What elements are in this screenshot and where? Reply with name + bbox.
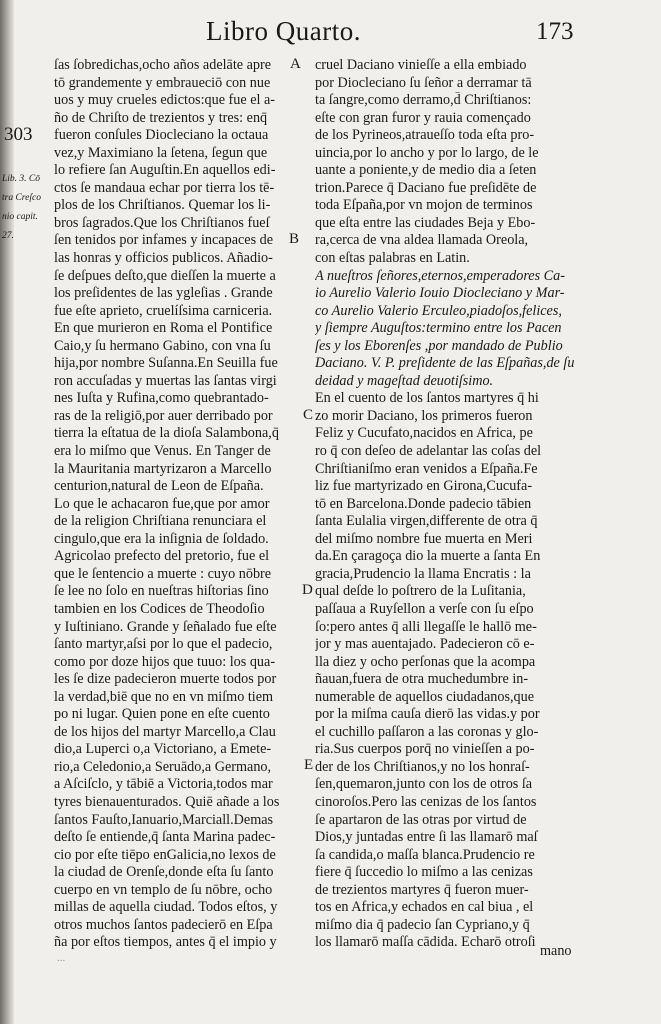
text-line: ras de la religiō,por auer derribado por (54, 407, 273, 424)
text-line: ño de Chriſto de trezientos y tres: enq̄ (54, 109, 268, 126)
text-line: de la religion Chriſtiana renunciara el (54, 513, 267, 530)
text-line: ſe apartaron de las otras por virtud de (315, 811, 527, 828)
text-line: En que murieron en Roma el Pontifice (54, 320, 273, 337)
text-line: era lo miſmo que Venus. En Tanger de (54, 443, 271, 460)
text-line: ſanto martyr,aſsi por lo que el padecio, (54, 636, 273, 653)
text-line: que eſta entre las ciudades Beja y Ebo- (315, 214, 536, 231)
text-line: toda Eſpaña,por vn mojon de terminos (315, 197, 533, 214)
text-line: de los Pyrineos,atraueſſo toda eſta pro- (315, 127, 535, 144)
margin-note-line: tra Creſco (2, 193, 41, 203)
text-line: que le ſentencio a muerte : cuyo nōbre (54, 565, 272, 582)
text-line: miſmo dia q̄ padecio ſan Cypriano,y q̄ (315, 916, 530, 933)
text-line: bros ſagrados.Que los Chriſtianos fueſ (54, 214, 270, 231)
text-line: ñauan,fuera de otra muchedumbre in- (315, 671, 529, 688)
text-line: lo refiere ſan Auguſtin.En aquellos edi- (54, 162, 276, 179)
text-line: hija,por nombre Suſanna.En Seuilla fue (54, 355, 278, 372)
text-line: cinoroſos.Pero las cenizas de los ſantos (315, 793, 537, 810)
inscription-line: y ſiempre Auguſtos:termino entre los Pacen (315, 320, 562, 337)
margin-note (2, 170, 42, 246)
text-line: ra,cerca de vna aldea llamada Oreola, (315, 232, 529, 249)
text-line: uincia,por lo ancho y por lo largo, de le (315, 144, 539, 161)
text-line: uante a poniente,y de medio dia a ſeten (315, 162, 537, 179)
text-line: la verdad,biē que no en vn miſmo tiem (54, 688, 274, 705)
catchword: mano (540, 943, 572, 959)
text-line: ſe lee no ſolo en nueſtras hiſtorias ſino (54, 583, 269, 600)
text-line: ron accuſadas y muertas las ſantas virgi (54, 372, 277, 389)
text-line: cuerpo en vn templo de ſu nōbre, ocho (54, 881, 273, 898)
section-letter-b: B (289, 231, 300, 247)
text-line: ſanta Eulalia virgen,differente de otra q̄ (315, 513, 538, 530)
text-line: Dios,y juntadas entre ſi las llamarō maſ (315, 829, 538, 846)
text-line: Lo que le achacaron fue,que por amor (54, 495, 270, 512)
right-text-column (315, 57, 577, 952)
text-line: ſe deſpues deſto,que dieſſen la muerte a (54, 267, 276, 284)
text-line: liz fue martyrizado en Girona,Cucufa- (315, 478, 533, 495)
footer-mark: ... (57, 952, 66, 964)
text-line: tierra la eſtatua de la dioſa Salambona,q̄ (54, 425, 279, 442)
margin-note-line: 27. (2, 231, 14, 241)
text-line: Agricolao prefecto del pretorio, fue el (54, 548, 270, 565)
text-line: de los hijos del martyr Marcello,a Clau (54, 723, 276, 740)
text-line: po ni lugar. Quien pone en eſte cuento (54, 706, 270, 723)
text-line: ña por eſtos tiempos, antes q̄ el impio y (54, 934, 277, 951)
text-line: y Iuſtiniano. Grande y ſeñalado fue eſte (54, 618, 277, 635)
text-line: uos y muy crueles edictos:que fue el a- (54, 92, 276, 109)
inscription-line: Daciano. V. P. preſidente de las Eſpañas,de ſu (315, 355, 575, 372)
inscription-line: io Aurelio Valerio Iouio Diocleciano y Mar- (315, 285, 565, 302)
text-line: ta ſangre,como derramo,d̄ Chriſtianos: (315, 92, 532, 109)
text-line: zo morir Daciano, los primeros fueron (315, 407, 533, 424)
text-line: cio por eſte tiēpo enGalicia,no lexos de (54, 846, 276, 863)
text-line: Caio,y ſu hermano Gabino, con vna ſu (54, 337, 271, 354)
text-line: der de los Chriſtianos,y no los honraſ- (315, 758, 530, 775)
text-line: la ciudad de Orenſe,donde eſta ſu ſanto (54, 864, 274, 881)
page-title: Libro Quarto. (206, 16, 361, 46)
text-line: Feliz y Cucufato,nacidos en Africa, pe (315, 425, 533, 442)
text-line: numerable de aquellos ciudadanos,que (315, 688, 535, 705)
text-line: como por doze hijos que tuuo: los qua- (54, 653, 276, 670)
text-line: el cuchillo paſſaron a las coronas y glo- (315, 723, 539, 740)
text-line: tyres bienauenturados. Quiē añade a los (54, 793, 280, 810)
text-line: fiere q̄ ſuccedio lo miſmo a las cenizas (315, 864, 533, 881)
margin-number: 303 (4, 124, 33, 145)
text-line: ria.Sus cuerpos porq̄ no vinieſſen a po- (315, 741, 535, 758)
text-line: paſſaua a Ruyſellon a verſe con ſu eſpo (315, 600, 534, 617)
section-letter-c: C (303, 407, 314, 423)
text-line: ſantos Fauſto,Ianuario,Marciall.Demas (54, 811, 274, 828)
section-letter-a: A (290, 56, 301, 72)
text-line: otros muchos ſantos padecierō en Eſpa (54, 916, 273, 933)
section-letter-d: D (302, 582, 313, 598)
text-line: las honras y officios publicos. Añadio- (54, 250, 273, 267)
text-line: vez,y Maximiano la ſetena, ſegun que (54, 144, 268, 161)
text-line: rio,a Celedonio,a Seruādo,a Germano, (54, 758, 272, 775)
text-line: a Aſciſclo, y tābiē a Victoria,todos mar (54, 776, 273, 793)
section-letter-e: E (304, 757, 314, 773)
text-line: ſa candida,o maſſa blanca.Prudencio re (315, 846, 535, 863)
text-line: nes Iuſta y Rufina,como quebrantado- (54, 390, 269, 407)
inscription-line: co Aurelio Valerio Erculeo,piadoſos,felices, (315, 302, 562, 319)
text-line: dio,a Luperci o,a Victoriano, a Emete- (54, 741, 272, 758)
text-line: jor y mas auentajado. Padecieron cō e- (315, 636, 535, 653)
left-text-column (54, 57, 304, 952)
text-line: los preſidentes de las ygleſias . Grande (54, 285, 273, 302)
text-line: deſto ſe entiende,q̄ ſanta Marina padec- (54, 829, 276, 846)
text-line: millas de aquella ciudad. Todos eſtos, y (54, 899, 278, 916)
margin-note-line: Lib. 3. Cō (2, 174, 41, 184)
text-line: da.En çaragoça dio la muerte a ſanta En (315, 548, 541, 565)
text-line: fueron conſules Diocleciano la octaua (54, 127, 269, 144)
text-line: trion.Parece q̄ Daciano fue preſidēte de (315, 179, 537, 196)
text-line: tos en Africa,y echados en cal biua , el (315, 899, 534, 916)
page-gutter (0, 0, 14, 1024)
text-line: los llamarō maſſa cādida. Echarō otroſi (315, 934, 536, 951)
text-line: por Diocleciano ſu ſeñor a derramar tā (315, 74, 532, 91)
text-line: eſte con gran furor y rauia començado (315, 109, 531, 126)
text-line: cingulo,que era la inſignia de ſoldado. (54, 530, 269, 547)
text-line: tō grandemente y embraueciō con nue (54, 74, 271, 91)
text-line: gracia,Prudencio la llama Encratis : la (315, 565, 531, 582)
text-line: por la miſma cauſa dierō las vidas.y por (315, 706, 540, 723)
text-line: Chriſtianiſmo eran venidos a Eſpaña.Fe (315, 460, 538, 477)
text-line: del miſmo nombre fue muerta en Meri (315, 530, 533, 547)
text-line: plos de los Chriſtianos. Quemar los li- (54, 197, 271, 214)
text-line: centurion,natural de Leon de Eſpaña. (54, 478, 264, 495)
text-line: cruel Daciano vinieſſe a ella embiado (315, 57, 527, 73)
text-line: la Mauritania martyrizaron a Marcello (54, 460, 272, 477)
page-number: 173 (536, 18, 574, 45)
text-line: tō en Barcelona.Donde padecio tābien (315, 495, 532, 512)
text-line: ctos ſe mandaua echar por tierra los tē- (54, 179, 275, 196)
margin-note-line: nio capit. (2, 212, 38, 222)
text-line: ſen tenidos por infames y incapaces de (54, 232, 274, 249)
text-line: de trezientos martyres q̄ fueron muer- (315, 881, 529, 898)
text-line: ſo:pero antes q̄ alli llegaſſe le hallō me- (315, 618, 537, 635)
text-line: les ſe dize padecieron muerte todos por (54, 671, 277, 688)
text-line: lla diez y ocho perſonas que la acompa (315, 653, 536, 670)
text-line: En el cuento de los ſantos martyres q̄ hi (315, 390, 539, 407)
inscription-line: ſes y los Eborenſes ,por mandado de Publio (315, 337, 563, 354)
inscription-line: A nueſtros ſeñores,eternos,emperadores Ca- (315, 267, 565, 284)
text-line: ro q̄ con deſeo de adelantar las coſas del (315, 443, 542, 460)
text-line: ſen,quemaron,junto con los de otros ſa (315, 776, 533, 793)
text-line: qual deſde lo poſtrero de la Luſitania, (315, 583, 526, 600)
text-line: con eſtas palabras en Latin. (315, 250, 470, 267)
text-line: ſas ſobredichas,ocho años adelāte apre (54, 57, 272, 73)
inscription-line: deidad y mageſtad deuotiſsimo. (315, 372, 494, 389)
text-line: tambien en los Codices de Theodoſio (54, 600, 265, 617)
text-line: fue eſte aprieto, cruelíſsima carniceria. (54, 302, 273, 319)
